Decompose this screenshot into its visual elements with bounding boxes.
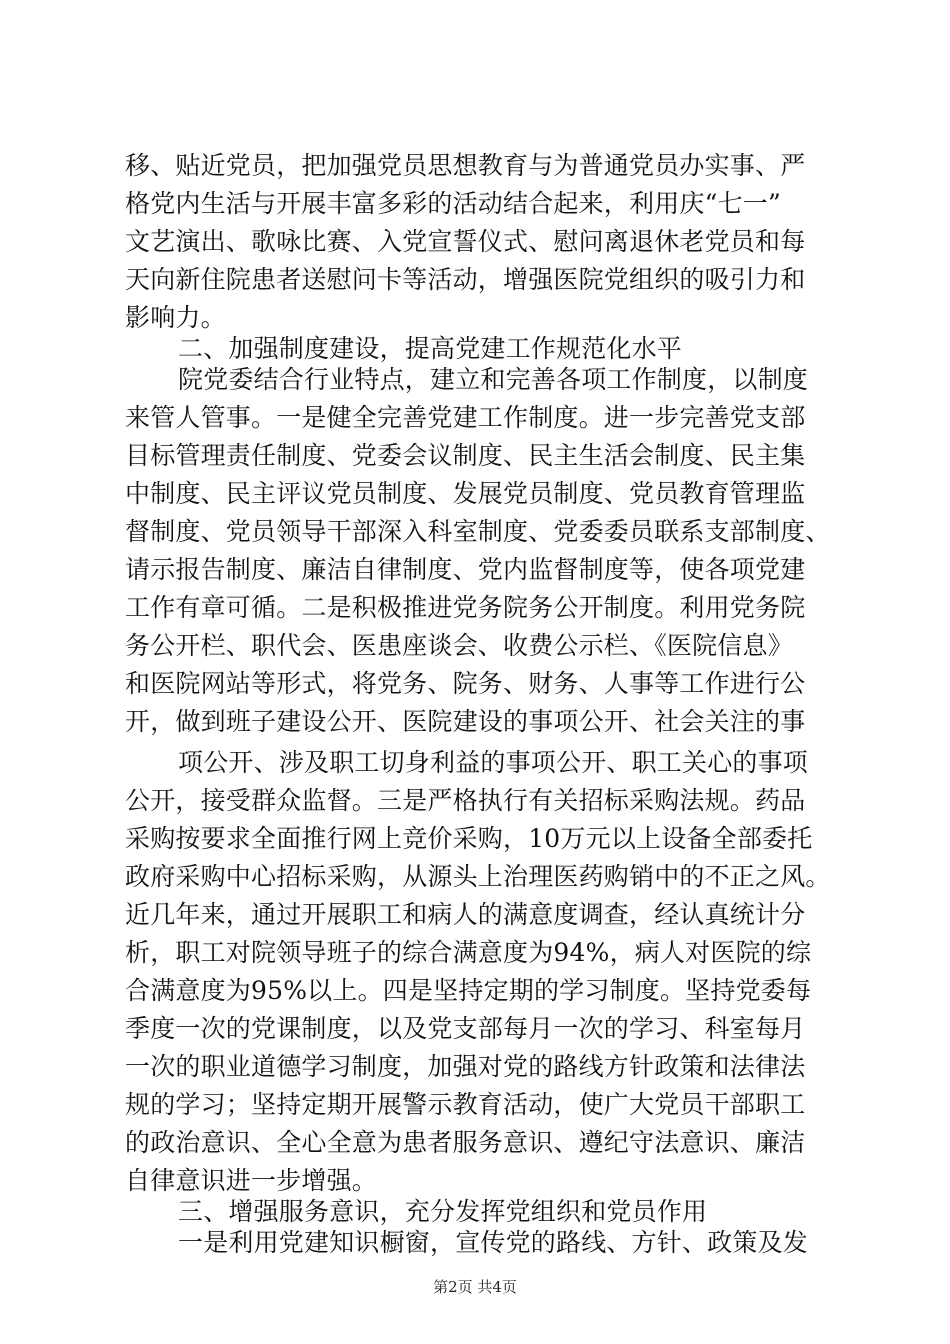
text-line: 一次的职业道德学习制度，加强对党的路线方针政策和法律法 (125, 1052, 806, 1081)
text-line: 一是利用党建知识橱窗，宣传党的路线、方针、政策及发 (178, 1228, 809, 1257)
text-line: 请示报告制度、廉洁自律制度、党内监督制度等，使各项党建 (125, 555, 806, 584)
text-line: 近几年来，通过开展职工和病人的满意度调查，经认真统计分 (125, 900, 806, 929)
text-line: 规的学习；坚持定期开展警示教育活动，使广大党员干部职工 (125, 1090, 806, 1119)
text-line: 析，职工对院领导班子的综合满意度为94%，病人对医院的综 (125, 938, 812, 967)
text-line: 中制度、民主评议党员制度、发展党员制度、党员教育管理监 (125, 479, 806, 508)
text-line: 公开，接受群众监督。三是严格执行有关招标采购法规。药品 (125, 786, 806, 815)
text-line: 开，做到班子建设公开、医院建设的事项公开、社会关注的事 (125, 707, 806, 736)
text-line: 天向新住院患者送慰问卡等活动，增强医院党组织的吸引力和 (125, 265, 806, 294)
text-line: 影响力。 (125, 303, 226, 332)
text-line: 合满意度为95%以上。四是坚持定期的学习制度。坚持党委每 (125, 976, 812, 1005)
page-footer: 第2页 共4页 (433, 1278, 517, 1296)
text-line: 采购按要求全面推行网上竞价采购，10万元以上设备全部委托 (125, 824, 813, 853)
text-line: 督制度、党员领导干部深入科室制度、党委委员联系支部制度、 (125, 517, 831, 546)
text-line: 的政治意识、全心全意为患者服务意识、遵纪守法意识、廉洁 (125, 1128, 806, 1157)
text-line: 来管人管事。一是健全完善党建工作制度。进一步完善党支部 (125, 403, 806, 432)
text-line: 季度一次的党课制度，以及党支部每月一次的学习、科室每月 (125, 1014, 806, 1043)
section-heading: 三、增强服务意识，充分发挥党组织和党员作用 (178, 1197, 708, 1226)
text-line: 院党委结合行业特点，建立和完善各项工作制度，以制度 (178, 365, 809, 394)
text-line: 政府采购中心招标采购，从源头上治理医药购销中的不正之风。 (125, 862, 831, 891)
text-line: 格党内生活与开展丰富多彩的活动结合起来，利用庆“七一” (125, 189, 781, 218)
text-line: 移、贴近党员，把加强党员思想教育与为普通党员办实事、严 (125, 151, 806, 180)
text-line: 自律意识进一步增强。 (125, 1166, 378, 1195)
text-line: 目标管理责任制度、党委会议制度、民主生活会制度、民主集 (125, 441, 806, 470)
text-line: 务公开栏、职代会、医患座谈会、收费公示栏、《医院信息》 (125, 631, 793, 660)
text-line: 工作有章可循。二是积极推进党务院务公开制度。利用党务院 (125, 593, 806, 622)
text-line: 和医院网站等形式，将党务、院务、财务、人事等工作进行公 (125, 669, 806, 698)
text-line: 项公开、涉及职工切身利益的事项公开、职工关心的事项 (178, 748, 809, 777)
text-line: 文艺演出、歌咏比赛、入党宣誓仪式、慰问离退休老党员和每 (125, 227, 806, 256)
section-heading: 二、加强制度建设，提高党建工作规范化水平 (178, 334, 683, 363)
